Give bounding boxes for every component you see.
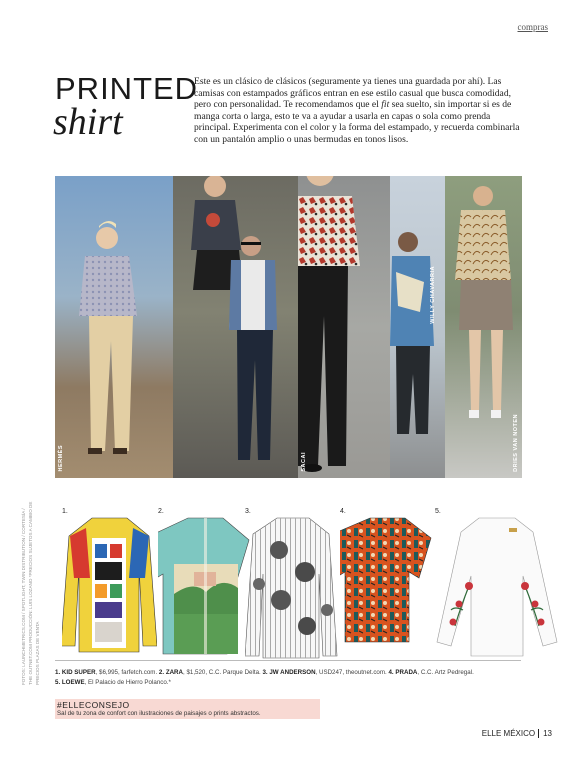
product-1	[62, 508, 157, 660]
advice-text: Sal de tu zona de confort con ilustraciones de paisajes o prints abstractos.	[57, 710, 261, 717]
runway-photo-collage	[55, 176, 522, 478]
brand-zara: ZARA	[165, 669, 183, 676]
photo-credit-4: DRIES VAN NOTEN	[513, 414, 519, 472]
page-number: 13	[538, 729, 552, 738]
intro-paragraph	[194, 76, 529, 146]
product-number-label-4: 4.	[388, 669, 394, 676]
page-folio	[482, 729, 552, 738]
product-4	[340, 508, 435, 660]
magazine-name: ELLE MÉXICO	[481, 729, 536, 738]
photo-credit-1: HERMÈS	[58, 445, 64, 472]
product-number-label-1: 1.	[55, 669, 61, 676]
product-number-4: 4.	[340, 508, 346, 515]
product-number-5: 5.	[435, 508, 441, 515]
photo-credit-2: SACAI	[301, 452, 307, 472]
runway-photo-5	[445, 176, 522, 478]
shirt-image-2	[158, 514, 253, 660]
product-number-1: 1.	[62, 508, 68, 515]
runway-photo-4	[390, 176, 445, 478]
feature-title	[53, 71, 199, 143]
shirt-image-5	[435, 514, 560, 660]
shirt-image-4	[340, 514, 435, 660]
runway-photo-3	[298, 176, 390, 478]
product-2	[158, 508, 253, 660]
runway-photo-2	[173, 176, 298, 478]
photo-credit-3: WILLY CHAVARRIA	[430, 266, 436, 324]
advice-hashtag: #ELLECONSEJO	[57, 700, 130, 710]
product-number-2: 2.	[158, 508, 164, 515]
divider-rule	[55, 660, 521, 661]
brand-kid-super: KID SUPER	[61, 669, 96, 676]
product-detail-3: , USD247, theoutnet.com.	[315, 669, 389, 676]
shopping-credits	[55, 668, 525, 688]
advice-box	[55, 699, 320, 719]
title-main: PRINTED	[55, 71, 199, 106]
photo-credits-vertical	[20, 500, 42, 685]
side-credit-text: FOTOS: LAUNCHMETRICS.COM / SPOTLIGHT, TWIN DISTRIBUTION / CORTESÍA / THE OUTNET.COM PRODUCCIÓN: LUIS LOZANO *PRECIOS SUJETOS A CAMBIO DE PRECIOS PLAZAS DE VENTA	[21, 501, 40, 685]
product-number-3: 3.	[245, 508, 251, 515]
product-detail-5: , El Palacio de Hierro Polanco.*	[84, 679, 171, 686]
shirt-image-3	[245, 514, 340, 660]
shirt-image-1	[62, 514, 157, 660]
product-3	[245, 508, 340, 660]
product-detail-4: , C.C. Artz Pedregal.	[417, 669, 474, 676]
product-number-label-5: 5.	[55, 679, 61, 686]
product-detail-2: , $1,520, C.C. Parque Delta.	[183, 669, 263, 676]
runway-photo-1	[55, 176, 173, 478]
product-detail-1: , $6,995, farfetch.com.	[95, 669, 159, 676]
brand-jw-anderson: JW ANDERSON	[269, 669, 316, 676]
brand-prada: PRADA	[395, 669, 418, 676]
intro-text-2: sea suelto, sin importar si es de manga corta o larga, esto te va a ayudar a usarla en capas o sola como prenda principal. Experimenta con el color y la forma del estampado, y recuerda combinarla con un pantalón amplio o unas bermudas en tonos lisos.	[194, 99, 520, 145]
product-number-label-2: 2.	[158, 669, 165, 676]
intro-text-1: Este es un clásico de clásicos (seguramente ya tienes una guardada por ahí). Las camisas con estampados gráficos entran en ese estilo casual que busca comodidad, pero con personalidad. Te recomendamos que el	[194, 76, 512, 111]
intro-fit-word: fit	[381, 99, 390, 111]
product-row	[40, 508, 565, 660]
product-number-label-3: 3.	[262, 669, 268, 676]
title-script: shirt	[53, 101, 123, 143]
brand-loewe: LOEWE	[61, 679, 85, 686]
section-label: compras	[517, 22, 548, 32]
product-5	[435, 508, 560, 660]
